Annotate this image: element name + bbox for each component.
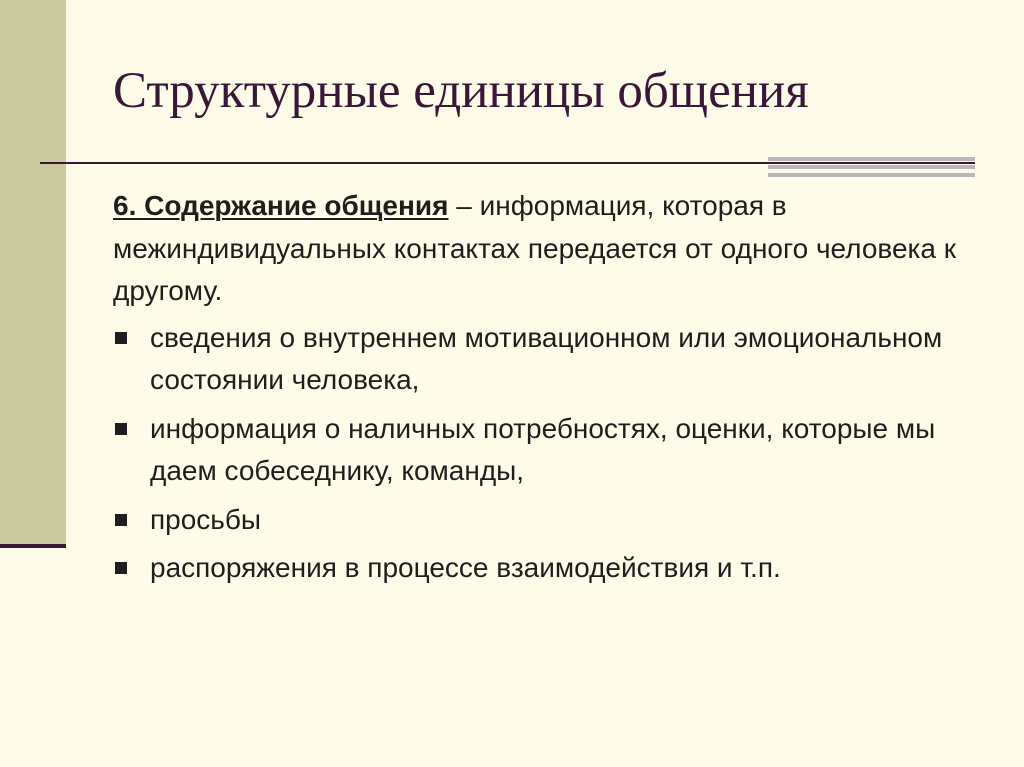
bullet-text: информация о наличных потребностях, оценки, которые мы даем собеседнику, команды, bbox=[150, 412, 936, 486]
title-rule-accent bbox=[768, 157, 975, 179]
bullet-item bbox=[113, 317, 993, 402]
square-bullet-icon bbox=[115, 514, 127, 526]
slide-content bbox=[113, 185, 993, 596]
bullet-item bbox=[113, 547, 993, 590]
bullet-text: сведения о внутреннем мотивационном или эмоциональном состоянии человека, bbox=[150, 321, 943, 395]
bullet-item bbox=[113, 408, 993, 493]
side-accent-bar bbox=[0, 0, 66, 546]
title-rule bbox=[40, 162, 975, 164]
square-bullet-icon bbox=[115, 332, 127, 344]
intro-term: 6. Содержание общения bbox=[113, 190, 449, 221]
slide-title: Структурные единицы общения bbox=[113, 63, 809, 119]
intro-text: – информация, которая в межиндивидуальных контактах передается от одного человека к другому. bbox=[113, 190, 956, 306]
intro-paragraph bbox=[113, 185, 993, 313]
square-bullet-icon bbox=[115, 562, 127, 574]
bullet-text: просьбы bbox=[150, 503, 262, 535]
bullet-item bbox=[113, 499, 993, 542]
bullet-list bbox=[113, 317, 993, 590]
side-accent-line bbox=[0, 544, 66, 548]
bullet-text: распоряжения в процессе взаимодействия и т.п. bbox=[150, 552, 781, 583]
square-bullet-icon bbox=[115, 423, 127, 435]
